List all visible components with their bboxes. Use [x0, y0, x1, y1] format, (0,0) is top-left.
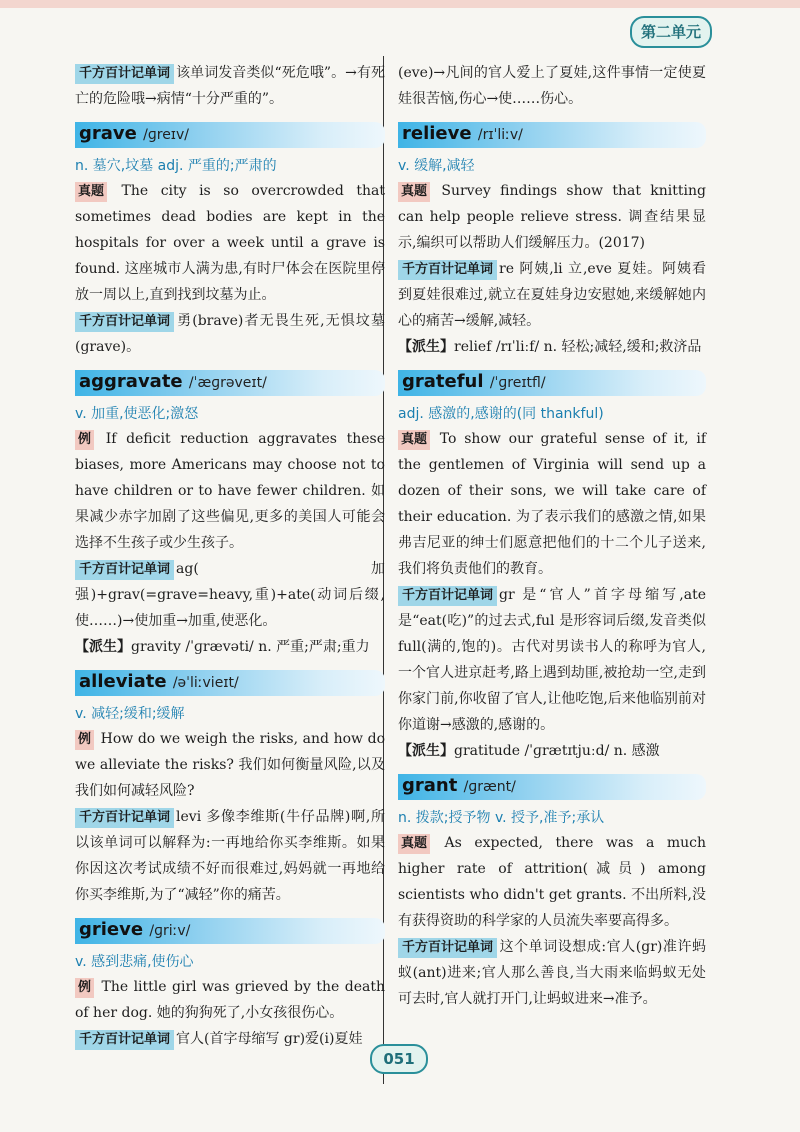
memo-tag: 千方百计记单词 [398, 586, 497, 606]
example-aggravate: 例 If deficit reduction aggravates these biases, more Americans may choose not to have children or to have fewer children. 如果减少赤字加剧了这些偏见,更多的美国人可能会选择不生孩子或少生孩子。 [75, 431, 385, 551]
memo-tag: 千方百计记单词 [75, 64, 174, 84]
exam-grateful: 真题 To show our grateful sense of it, if the gentlemen of Virginia will send up a dozen of their sons, we will take care of their education. 为了表示我们的感激之情,如果弗吉尼亚的绅士们愿意把他们的十二个儿子送来,我们将负责他们的教育。 [398, 431, 707, 577]
entry-header-grant [398, 774, 706, 800]
exam-tag: 真题 [75, 182, 107, 202]
headword-relieve: relieve /rɪˈliːv/ [402, 123, 523, 144]
left-column [75, 60, 385, 1052]
pos-alleviate: v. 减轻;缓和;缓解 [75, 706, 185, 722]
memo-aggravate: 千方百计记单词 ag(加强)+grav(=grave=heavy,重)+ate(动词后缀,使……)→使加重→加重,使恶化。 [75, 561, 385, 629]
memo-tag: 千方百计记单词 [398, 260, 497, 280]
entry-header-grave [75, 122, 385, 148]
pos-grieve: v. 感到悲痛,使伤心 [75, 954, 194, 970]
memo-tag: 千方百计记单词 [75, 1030, 174, 1050]
entry-header-grieve [75, 918, 385, 944]
headword-grieve: grieve /ɡriːv/ [79, 919, 191, 940]
pronunciation-aggravate: /ˈæɡrəveɪt/ [188, 375, 267, 391]
pronunciation-relieve: /rɪˈliːv/ [477, 127, 523, 143]
derived-relieve: 【派生】relief /rɪˈliːf/ n. 轻松;减轻,缓和;救济品 [398, 339, 702, 355]
headword-aggravate: aggravate /ˈæɡrəveɪt/ [79, 371, 267, 392]
derived-tag: 【派生】 [398, 339, 454, 355]
entry-header-grateful [398, 370, 706, 396]
pos-aggravate: v. 加重,使恶化;激怒 [75, 406, 199, 422]
entry-header-alleviate [75, 670, 385, 696]
memo-alleviate: 千方百计记单词 levi 多像李维斯(牛仔品牌)啊,所以该单词可以解释为:一再地给你买李维斯。如果你因这次考试成绩不好而很难过,妈妈就一再地给你买李维斯,为了“减轻”你的痛苦。 [75, 809, 385, 903]
example-tag: 例 [75, 978, 94, 998]
page-number: 051 [370, 1044, 428, 1074]
headword-grant: grant /ɡrænt/ [402, 775, 516, 796]
exam-grant: 真题 As expected, there was a much higher rate of attrition(减员) among scientists who didn't get grants. 不出所料,没有获得资助的科学家的人员流失率要高得多。 [398, 835, 706, 929]
derived-tag: 【派生】 [398, 743, 454, 759]
derived-grateful: 【派生】gratitude /ˈɡrætɪtjuːd/ n. 感激 [398, 743, 660, 759]
headword-alleviate: alleviate /əˈliːvieɪt/ [79, 671, 239, 692]
entry-header-relieve [398, 122, 706, 148]
pos-relieve: v. 缓解,减轻 [398, 158, 475, 174]
example-grieve: 例 The little girl was grieved by the death of her dog. 她的狗狗死了,小女孩很伤心。 [75, 979, 386, 1021]
exam-tag: 真题 [398, 182, 430, 202]
intro-memo-text: 该单词发音类似“死危哦”。→有死亡的危险哦→病情“十分严重的”。 [75, 65, 385, 107]
headword-grateful: grateful /ˈɡreɪtfl/ [402, 371, 546, 392]
pos-grateful: adj. 感激的,感谢的(同 thankful) [398, 406, 604, 422]
headword-grave: grave /ɡreɪv/ [79, 123, 190, 144]
example-alleviate: 例 How do we weigh the risks, and how do we alleviate the risks? 我们如何衡量风险,以及我们如何减轻风险? [75, 731, 385, 799]
right-column [398, 60, 706, 1012]
pronunciation-grieve: /ɡriːv/ [149, 923, 191, 939]
pronunciation-alleviate: /əˈliːvieɪt/ [172, 675, 239, 691]
memo-tag: 千方百计记单词 [75, 560, 174, 580]
pronunciation-grateful: /ˈɡreɪtfl/ [489, 375, 546, 391]
derived-aggravate: 【派生】gravity /ˈɡrævəti/ n. 严重;严肃;重力 [75, 639, 370, 655]
memo-tag: 千方百计记单词 [398, 938, 497, 958]
memo-grant: 千方百计记单词 这个单词设想成:官人(gr)准许蚂蚁(ant)进来;官人那么善良,当大雨来临蚂蚁无处可去时,官人就打开门,让蚂蚁进来→准予。 [398, 939, 706, 1007]
exam-tag: 真题 [398, 834, 430, 854]
memo-grieve: 千方百计记单词 官人(首字母缩写 gr)爱(i)夏娃 [75, 1026, 385, 1052]
pos-grave: n. 墓穴,坟墓 adj. 严重的;严肃的 [75, 158, 277, 174]
pronunciation-grant: /ɡrænt/ [463, 779, 516, 795]
example-tag: 例 [75, 730, 94, 750]
unit-label: 第二单元 [630, 16, 712, 48]
memo-relieve: 千方百计记单词 re 阿姨,li 立,eve 夏娃。阿姨看到夏娃很难过,就立在夏娃身边安慰她,来缓解她内心的痛苦→缓解,减轻。 [398, 261, 706, 329]
memo-tag: 千方百计记单词 [75, 312, 174, 332]
pronunciation-grave: /ɡreɪv/ [143, 127, 190, 143]
pos-grant: n. 拨款;授予物 v. 授予,准予;承认 [398, 810, 605, 826]
page-top-band [0, 0, 800, 8]
derived-tag: 【派生】 [75, 639, 131, 655]
example-tag: 例 [75, 430, 94, 450]
continued-memo-grieve: (eve)→凡间的官人爱上了夏娃,这件事情一定使夏娃很苦恼,伤心→使……伤心。 [398, 65, 706, 107]
entry-header-aggravate [75, 370, 385, 396]
memo-tag: 千方百计记单词 [75, 808, 174, 828]
exam-tag: 真题 [398, 430, 430, 450]
exam-grave: 真题 The city is so overcrowded that sometimes dead bodies are kept in the hospitals for over a week until a grave is found. 这座城市人满为患,有时尸体会在医院里停放一周以上,直到找到坟墓为止。 [75, 183, 386, 303]
intro-memo [75, 60, 385, 112]
memo-grateful: 千方百计记单词 gr 是“官人”首字母缩写,ate 是“eat(吃)”的过去式,ful 是形容词后缀,发音类似 full(满的,饱的)。古代对男读书人的称呼为官人,一个官人进京赶考,路上遇到劫匪,被抢劫一空,走到你家门前,你收留了官人,让他吃饱,后来他临别前对你道谢→感激的,感谢的。 [398, 587, 706, 733]
exam-relieve: 真题 Survey findings show that knitting can help people relieve stress. 调查结果显示,编织可以帮助人们缓解压力。(2017) [398, 183, 706, 251]
memo-grave: 千方百计记单词 勇(brave)者无畏生死,无惧坟墓(grave)。 [75, 313, 385, 355]
